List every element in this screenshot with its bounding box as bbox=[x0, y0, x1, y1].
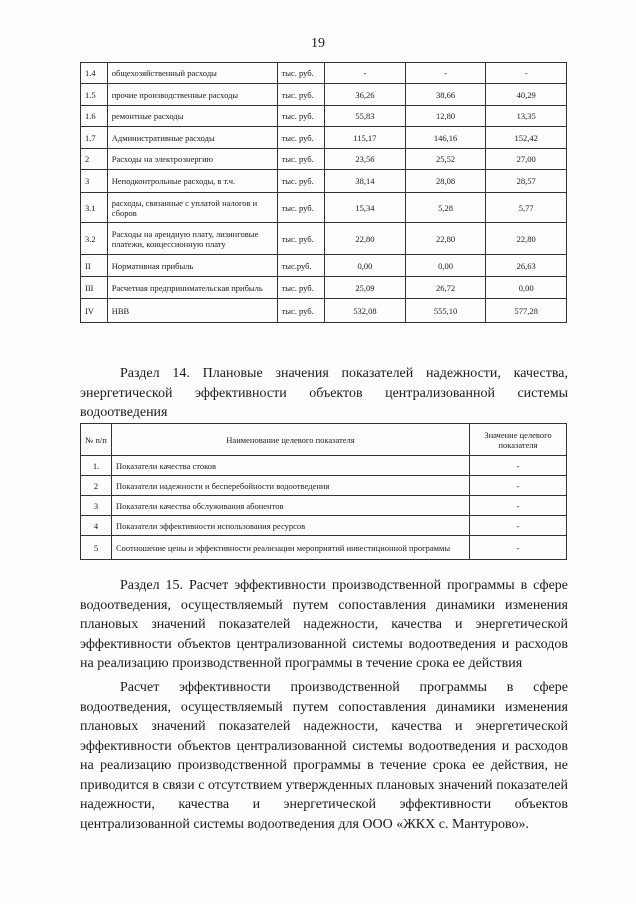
cell-unit: тыс. руб. bbox=[277, 277, 325, 299]
cell-v1: 115,17 bbox=[325, 127, 406, 149]
cell-v2: 26,72 bbox=[405, 277, 486, 299]
table-row bbox=[81, 536, 567, 560]
cell-value: - bbox=[470, 476, 567, 496]
cell-name: Показатели качества обслуживания абонентов bbox=[112, 496, 470, 516]
cell-unit: тыс. руб. bbox=[277, 170, 325, 193]
cell-v1: 25,09 bbox=[325, 277, 406, 299]
cell-value: - bbox=[470, 456, 567, 476]
cell-v3: 40,29 bbox=[486, 84, 567, 106]
cell-v3: 5,77 bbox=[486, 193, 567, 223]
cell-name: общехозяйственный расходы bbox=[107, 63, 277, 84]
indicators-table bbox=[80, 423, 567, 560]
cell-v3: 28,57 bbox=[486, 170, 567, 193]
table-row bbox=[81, 476, 567, 496]
cell-v1: 22,80 bbox=[325, 223, 406, 255]
cell-name: НВВ bbox=[107, 299, 277, 323]
cell-v3: 152,42 bbox=[486, 127, 567, 149]
body-paragraph: Расчет эффективности производственной программы в сфере водоотведения, осуществляемый путем сопоставления динамики изменения плановых значений показателей надежности, качества и энергетической эффективности объектов централизованной системы водоотведения и расходов на реализацию производственной программы в течение срока ее действия, не приводится в связи с отсутствием утвержденных плановых значений показателей надежности, качества и энергетической эффективности объектов централизованной системы водоотведения для ООО «ЖКХ с. Мантурово». bbox=[80, 680, 568, 832]
cell-v3: 0,00 bbox=[486, 277, 567, 299]
cell-name: расходы, связанные с уплатой налогов и сборов bbox=[107, 193, 277, 223]
cell-v1: 38,14 bbox=[325, 170, 406, 193]
cell-v1: 36,26 bbox=[325, 84, 406, 106]
cell-num: 1. bbox=[81, 456, 112, 476]
header-value: Значение целевого показателя bbox=[470, 424, 567, 456]
cell-num: 3.1 bbox=[81, 193, 108, 223]
cell-name: Нормативная прибыль bbox=[107, 255, 277, 277]
header-num: № п/п bbox=[81, 424, 112, 456]
cell-v1: 532,08 bbox=[325, 299, 406, 323]
table-row bbox=[81, 84, 567, 106]
cell-num: 1.7 bbox=[81, 127, 108, 149]
cell-v2: 146,16 bbox=[405, 127, 486, 149]
cell-num: 1.4 bbox=[81, 63, 108, 84]
cell-v2: 0,00 bbox=[405, 255, 486, 277]
cell-num: 2 bbox=[81, 476, 112, 496]
cell-v3: 13,35 bbox=[486, 106, 567, 127]
page-number: 19 bbox=[311, 36, 325, 51]
cell-name: Административные расходы bbox=[107, 127, 277, 149]
table-row bbox=[81, 193, 567, 223]
cell-v2: - bbox=[405, 63, 486, 84]
cell-value: - bbox=[470, 496, 567, 516]
cell-v3: 27,00 bbox=[486, 149, 567, 170]
cell-num: II bbox=[81, 255, 108, 277]
cell-v2: 38,66 bbox=[405, 84, 486, 106]
table-row bbox=[81, 516, 567, 536]
cell-name: Соотношение цены и эффективности реализации мероприятий инвестиционной программы bbox=[112, 536, 470, 560]
table-row bbox=[81, 170, 567, 193]
cell-v3: 26,63 bbox=[486, 255, 567, 277]
table-row bbox=[81, 127, 567, 149]
cell-name: прочие производственные расходы bbox=[107, 84, 277, 106]
cell-v2: 22,80 bbox=[405, 223, 486, 255]
table-row bbox=[81, 277, 567, 299]
cell-v1: - bbox=[325, 63, 406, 84]
cell-name: Показатели эффективности использования ресурсов bbox=[112, 516, 470, 536]
cell-name: Расчетная предпринимательская прибыль bbox=[107, 277, 277, 299]
table-row bbox=[81, 149, 567, 170]
cell-unit: тыс. руб. bbox=[277, 127, 325, 149]
cell-name: Расходы на электроэнергию bbox=[107, 149, 277, 170]
cell-unit: тыс. руб. bbox=[277, 193, 325, 223]
cell-v1: 0,00 bbox=[325, 255, 406, 277]
cell-num: 4 bbox=[81, 516, 112, 536]
cell-v3: - bbox=[486, 63, 567, 84]
cell-v2: 555,10 bbox=[405, 299, 486, 323]
cell-num: 2 bbox=[81, 149, 108, 170]
cell-v2: 25,52 bbox=[405, 149, 486, 170]
table-row bbox=[81, 496, 567, 516]
cell-name: ремонтные расходы bbox=[107, 106, 277, 127]
cell-v1: 15,34 bbox=[325, 193, 406, 223]
cell-v1: 55,83 bbox=[325, 106, 406, 127]
cell-value: - bbox=[470, 536, 567, 560]
cell-name: Расходы на арендную плату, лизинговые платежи, концессионную плату bbox=[107, 223, 277, 255]
cell-name: Показатели качества стоков bbox=[112, 456, 470, 476]
cell-num: IV bbox=[81, 299, 108, 323]
cell-unit: тыс. руб. bbox=[277, 223, 325, 255]
cell-v3: 577,28 bbox=[486, 299, 567, 323]
cell-num: 3.2 bbox=[81, 223, 108, 255]
section-14-heading: Раздел 14. Плановые значения показателей надежности, качества, энергетической эффективности объектов централизованной системы водоотведения bbox=[80, 366, 568, 420]
cell-num: 3 bbox=[81, 496, 112, 516]
section-15-heading: Раздел 15. Расчет эффективности производственной программы в сфере водоотведения, осуществляемый путем сопоставления динамики изменения плановых значений показателей надежности, качества и энергетической эффективности объектов централизованной системы водоотведения и расходов на реализацию производственной программы в течение срока ее действия bbox=[80, 578, 568, 671]
cell-unit: тыс. руб. bbox=[277, 84, 325, 106]
cell-num: 1.6 bbox=[81, 106, 108, 127]
cell-num: III bbox=[81, 277, 108, 299]
cell-num: 5 bbox=[81, 536, 112, 560]
table-row bbox=[81, 456, 567, 476]
cell-v2: 28,08 bbox=[405, 170, 486, 193]
table-header-row bbox=[81, 424, 567, 456]
cell-name: Неподконтрольные расходы, в т.ч. bbox=[107, 170, 277, 193]
table-row bbox=[81, 106, 567, 127]
cell-unit: тыс.руб. bbox=[277, 255, 325, 277]
cell-unit: тыс. руб. bbox=[277, 299, 325, 323]
cell-unit: тыс. руб. bbox=[277, 106, 325, 127]
cell-unit: тыс. руб. bbox=[277, 149, 325, 170]
cell-unit: тыс. руб. bbox=[277, 63, 325, 84]
table-row bbox=[81, 299, 567, 323]
cell-v2: 12,80 bbox=[405, 106, 486, 127]
header-name: Наименование целевого показателя bbox=[112, 424, 470, 456]
cell-num: 3 bbox=[81, 170, 108, 193]
table-row bbox=[81, 255, 567, 277]
cell-name: Показатели надежности и бесперебойности водоотведения bbox=[112, 476, 470, 496]
cell-value: - bbox=[470, 516, 567, 536]
table-row bbox=[81, 63, 567, 84]
cell-v3: 22,80 bbox=[486, 223, 567, 255]
table-row bbox=[81, 223, 567, 255]
cell-v1: 23,56 bbox=[325, 149, 406, 170]
cost-table bbox=[80, 62, 567, 323]
cell-num: 1.5 bbox=[81, 84, 108, 106]
cell-v2: 5,28 bbox=[405, 193, 486, 223]
